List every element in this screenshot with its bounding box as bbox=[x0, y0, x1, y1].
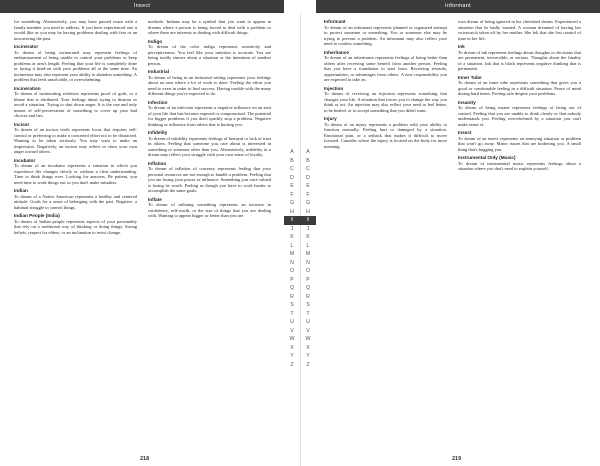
dictionary-entry bbox=[148, 161, 271, 194]
alphabet-letter-p[interactable]: P bbox=[306, 276, 310, 283]
entry-term: Incubator bbox=[14, 157, 36, 163]
entry-term: Insect bbox=[458, 130, 472, 135]
dictionary-entry bbox=[458, 44, 581, 72]
entry-definition: own dream of being ignored in his cherished dream. Experienced a situation that he badly wanted. A woman dreamed of having her wristwatch taken off by her mother. She felt that she lost control of time in her life. bbox=[458, 19, 581, 41]
entry-term: Insanity bbox=[458, 99, 476, 105]
dictionary-entry bbox=[148, 130, 271, 158]
alphabet-letter-i[interactable]: I bbox=[300, 216, 316, 225]
dictionary-entry bbox=[14, 19, 137, 41]
alphabet-letter-l[interactable]: L bbox=[290, 242, 294, 249]
entry-definition: To dream of instrumental music represents feelings about a situation where you don't need to explain yourself. bbox=[458, 160, 581, 171]
page-number: 218 bbox=[140, 456, 150, 462]
alphabet-letter-u[interactable]: U bbox=[306, 319, 310, 325]
alphabet-letter-g[interactable]: G bbox=[289, 200, 295, 206]
alphabet-letter-n[interactable]: N bbox=[290, 259, 294, 266]
dictionary-entry bbox=[148, 69, 271, 97]
alphabet-letter-w[interactable]: W bbox=[289, 336, 295, 342]
alphabet-letter-d[interactable]: D bbox=[306, 174, 310, 181]
entry-definition: To dream of Indian people represents aspects of your personality that rely on a traditional way of thinking or doing things. Strong beliefs, respect for elders, or an inclination to resist change. bbox=[14, 218, 137, 235]
entry-term: Infection bbox=[148, 99, 168, 105]
text-column bbox=[324, 19, 447, 449]
entry-definition: To dream of an incisor tooth represents focus that requires self-control or preferring to make a concerted effort not to be distracted. Wanting to be taken seriously. You may want to make an impression. Negatively, an incisor may reflect or show your own anger toward others. bbox=[14, 127, 137, 154]
entry-definition: To dream of incinerating evidence represents proof of guilt, or a blame that is attributed. Your feelings about trying to dismiss or avoid a situation. Trying to shut down anger. It is the one and only means of self-preservation of something to cover up your bad choices and lies. bbox=[14, 91, 137, 118]
entry-term: Ink bbox=[458, 44, 465, 49]
entry-definition: To dream of the color indigo represents sensitivity and perceptiveness. You feel like your intuition is accurate. You are being totally sincere about a situation or the intentions of another person. bbox=[148, 44, 271, 66]
entry-definition: To dream of receiving an injection represents something that changes your life. A situation that forces you to change the way you think or act. An injection may also reflect your need to feel better, to be healed, or to accept something that you didn't want. bbox=[324, 91, 447, 113]
dictionary-entry bbox=[148, 197, 271, 219]
entry-term: Indigo bbox=[148, 38, 163, 44]
alphabet-letter-n[interactable]: N bbox=[306, 259, 310, 266]
dictionary-entry bbox=[14, 44, 137, 83]
alphabet-letter-e[interactable]: E bbox=[306, 183, 310, 189]
alphabet-letter-c[interactable]: C bbox=[306, 166, 310, 172]
entry-definition: To dream of an informant represents planned or organized attempt to protect someone or something. You or someone else may be trying to prevent a problem. An informant may also reflect your need to confess something. bbox=[324, 24, 447, 46]
entry-definition: To dream of an insect represents an annoying situation or problem that won't go away. Minor issues that are bothering you. A small thing that's bugging you. bbox=[458, 135, 581, 152]
entry-definition: To dream of being insane represents feelings of being out of control. Feeling that you are unable to think clearly or that nobody understands you. Feeling overwhelmed by a situation you can't make sense of. bbox=[458, 105, 581, 127]
entry-definition: To dream of an inner tube represents something that gives you a good or comfortable feeling in a difficult situation. Peace of mind during hard times. Feeling safe despite your problems. bbox=[458, 80, 581, 96]
alphabet-letter-h[interactable]: H bbox=[306, 208, 310, 215]
alphabet-letter-o[interactable]: O bbox=[289, 268, 295, 274]
entry-definition: To dream of inflating something represents an increase in confidence, self-worth, or the size of things that you are dealing with. Wanting to appear bigger or better than you are. bbox=[148, 202, 271, 218]
alphabet-letter-z[interactable]: Z bbox=[306, 361, 310, 368]
running-header: Informant bbox=[316, 0, 600, 13]
alphabet-letter-t[interactable]: T bbox=[306, 310, 310, 317]
entry-definition: To dream of being incinerated may represent feelings of embarrassment of being unable to control your problems or keep problems at arm's length. Feeling that your life is completely done or facing it head-on with your problems all at the same time. An incinerator may also represent your ability to abandon something. A problem that feels unsolvable, or overwhelming. bbox=[14, 49, 137, 82]
dictionary-entry bbox=[14, 213, 137, 235]
dictionary-entry bbox=[458, 155, 581, 172]
dictionary-entry bbox=[324, 86, 447, 114]
entry-term: Injury bbox=[324, 116, 337, 121]
text-column bbox=[14, 19, 137, 449]
entry-term: Incisor bbox=[14, 121, 30, 127]
entry-term: Industrial bbox=[148, 69, 170, 74]
entry-term: Injection bbox=[324, 85, 344, 91]
dictionary-entry bbox=[148, 19, 271, 36]
entry-term: Incineration bbox=[14, 85, 41, 91]
dictionary-entry bbox=[14, 158, 137, 186]
dictionary-entry bbox=[148, 39, 271, 67]
alphabet-letter-f[interactable]: F bbox=[290, 191, 294, 198]
alphabet-letter-j[interactable]: J bbox=[306, 225, 310, 232]
entry-term: Inner Tube bbox=[458, 74, 482, 80]
entry-term: Inflate bbox=[148, 196, 162, 202]
entry-definition: To dream of a Native American represents a healthy and centered attitude. Goals for a sense of belonging with the past. Negative: a habitual struggle to control things. bbox=[14, 193, 137, 210]
entry-term: Inflation bbox=[148, 160, 167, 166]
dictionary-entry bbox=[14, 188, 137, 210]
entry-term: Indian bbox=[14, 188, 28, 193]
right-page bbox=[300, 0, 600, 466]
alphabet-letter-z[interactable]: Z bbox=[290, 361, 294, 368]
alphabet-letter-u[interactable]: U bbox=[290, 319, 294, 325]
dictionary-entry bbox=[324, 116, 447, 149]
alphabet-letter-r[interactable]: R bbox=[290, 293, 294, 300]
entry-term: Informant bbox=[324, 19, 346, 24]
entry-definition: To dream of infidelity represents feelings of betrayal or lack of trust in others. Feeling that someone you care about is interested in something or someone other than you. Alternatively, infidelity in a dream may reflect your struggle with your own sense of loyalty. bbox=[148, 135, 271, 157]
alphabet-letter-k[interactable]: K bbox=[290, 234, 294, 240]
alphabet-letter-i[interactable]: I bbox=[284, 216, 300, 225]
alphabet-letter-q[interactable]: Q bbox=[289, 285, 295, 291]
alphabet-letter-f[interactable]: F bbox=[306, 191, 310, 198]
entry-definition: To dream of an infection represents a negative influence on an area of your life that has become exposed or compromised. The potential for bigger problems if you don't quickly stop a problem. Negative thinking or influence from others that is hurting you. bbox=[148, 105, 271, 127]
entry-definition: To dream of an incubator represents a situation in which you experience life changes slowly or without a clear understanding. Time to think things over. Looking for answers. Be patient, you need time to work things out so you don't make mistakes. bbox=[14, 163, 137, 185]
alphabet-letter-s[interactable]: S bbox=[290, 302, 294, 308]
dictionary-entry bbox=[14, 86, 137, 119]
entry-term: Inheritance bbox=[324, 49, 350, 55]
alphabet-letter-y[interactable]: Y bbox=[290, 353, 294, 359]
text-column bbox=[148, 19, 271, 449]
alphabet-letter-c[interactable]: C bbox=[290, 166, 294, 172]
page-number: 219 bbox=[452, 456, 462, 462]
dictionary-entry bbox=[458, 130, 581, 152]
alphabet-letter-t[interactable]: T bbox=[290, 310, 294, 317]
dictionary-entry bbox=[148, 100, 271, 128]
alphabet-index bbox=[300, 148, 316, 369]
dictionary-entry bbox=[458, 100, 581, 128]
entry-definition: To dream of being in an industrial setting represents your feelings about an area where a lot of work is done. Feeling the effort you need to exert in order to find success. Having trouble with the many different things you're expected to do. bbox=[148, 74, 271, 96]
entry-term: Incinerator bbox=[14, 44, 39, 49]
entry-definition: methods. Indians may be a symbol that you want to appear in dreams where a person is being forced to deal with a problem or where there are interests in dealing with difficult things. bbox=[148, 19, 271, 35]
alphabet-letter-k[interactable]: K bbox=[306, 234, 310, 240]
alphabet-letter-v[interactable]: V bbox=[290, 327, 294, 334]
alphabet-letter-d[interactable]: D bbox=[290, 174, 294, 181]
alphabet-letter-l[interactable]: L bbox=[306, 242, 310, 249]
alphabet-letter-b[interactable]: B bbox=[290, 157, 294, 164]
entry-term: Indian People (India) bbox=[14, 213, 60, 218]
running-header: Insect bbox=[0, 0, 284, 13]
alphabet-letter-x[interactable]: X bbox=[306, 344, 310, 351]
alphabet-letter-e[interactable]: E bbox=[290, 183, 294, 189]
entry-definition: To dream of an injury represents a problem with your ability to function normally. Feeling hurt or damaged by a situation. Emotional pain, or a setback that makes it difficult to move forward. Consider where the injury is located on the body for more meaning. bbox=[324, 121, 447, 149]
entry-term: Instrumental Only (Music) bbox=[458, 155, 516, 160]
alphabet-letter-h[interactable]: H bbox=[290, 208, 294, 215]
alphabet-letter-v[interactable]: V bbox=[306, 327, 310, 334]
alphabet-letter-m[interactable]: M bbox=[289, 251, 295, 257]
entry-term: Infidelity bbox=[148, 130, 168, 135]
alphabet-letter-a[interactable]: A bbox=[306, 149, 310, 155]
alphabet-letter-b[interactable]: B bbox=[306, 157, 310, 164]
entry-definition: for something. Alternatively, you may have passed exam with a family member you need to address. If you have experienced one it would like as you may be having problems dealing with fear or an unwavering the past. bbox=[14, 19, 137, 41]
dictionary-entry bbox=[14, 122, 137, 155]
dictionary-entry bbox=[324, 50, 447, 83]
text-column bbox=[458, 19, 581, 449]
dictionary-entry bbox=[458, 75, 581, 97]
alphabet-letter-a[interactable]: A bbox=[290, 149, 294, 155]
entry-definition: To dream of inflation of currency represents feeling that your personal resources are not enough to handle a problem. Feeling that you are losing your power or influence. Something you once valued is losing its worth. Feeling as though you have to work harder to accomplish the same goals. bbox=[148, 166, 271, 193]
alphabet-letter-y[interactable]: Y bbox=[306, 353, 310, 359]
alphabet-letter-j[interactable]: J bbox=[290, 225, 294, 232]
alphabet-letter-w[interactable]: W bbox=[305, 336, 311, 342]
entry-definition: To dream of an inheritance represents feelings of being better than others after receiving some benefit from another person. Feeling that you have a foundation to start from. Receiving rewards, opportunities, or advantages from others. A new responsibility you are expected to take on. bbox=[324, 55, 447, 82]
alphabet-letter-g[interactable]: G bbox=[305, 200, 311, 206]
alphabet-letter-p[interactable]: P bbox=[290, 276, 294, 283]
entry-definition: To dream of ink represents feelings about thoughts or decisions that are permanent, irreversible, or serious. Thoughts about the finality of a situation. Ink that is black represents negative thinking that is permanent. bbox=[458, 49, 581, 71]
alphabet-letter-o[interactable]: O bbox=[305, 268, 311, 274]
alphabet-letter-r[interactable]: R bbox=[306, 293, 310, 300]
dictionary-entry bbox=[324, 19, 447, 47]
alphabet-letter-m[interactable]: M bbox=[305, 251, 311, 257]
alphabet-index bbox=[284, 148, 300, 369]
alphabet-letter-x[interactable]: X bbox=[290, 344, 294, 351]
dictionary-entry bbox=[458, 19, 581, 41]
alphabet-letter-s[interactable]: S bbox=[306, 302, 310, 308]
alphabet-letter-q[interactable]: Q bbox=[305, 285, 311, 291]
